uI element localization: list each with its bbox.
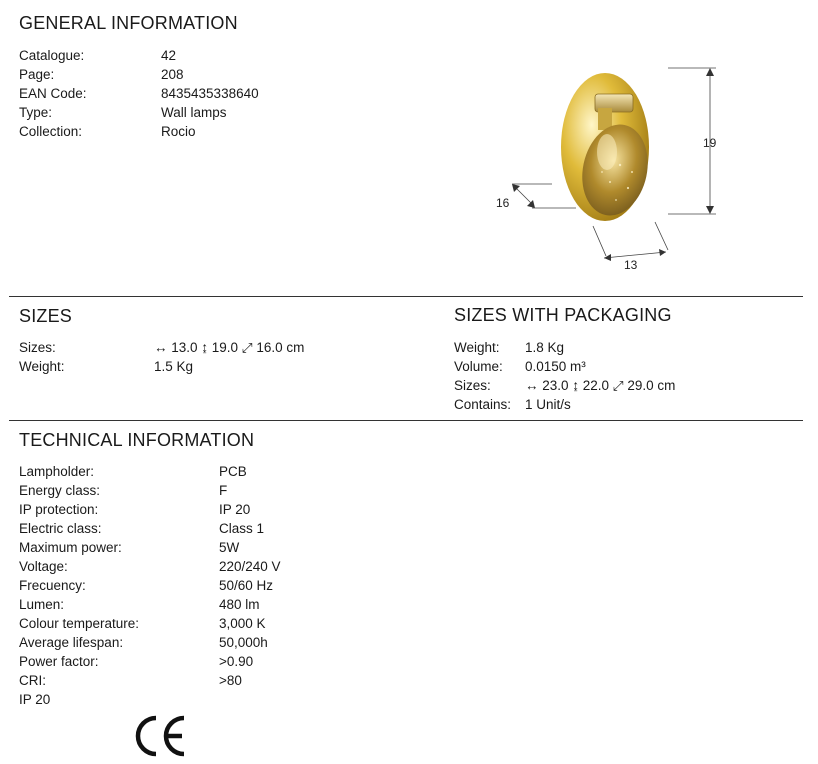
ce-mark-icon [132, 712, 190, 760]
technical-value: IP 20 [219, 502, 251, 517]
packaging-value: 1 Unit/s [525, 397, 571, 412]
technical-label: Average lifespan: [19, 635, 124, 650]
packaging-label: Volume: [454, 359, 503, 374]
technical-label: Lumen: [19, 597, 65, 612]
general-value: 8435435338640 [161, 86, 259, 101]
technical-label: Power factor: [19, 654, 99, 669]
general-label: Type: [19, 105, 53, 120]
technical-label: Lampholder: [19, 464, 95, 479]
technical-label: CRI: [19, 673, 46, 688]
general-label: EAN Code: [19, 86, 87, 101]
technical-value: F [219, 483, 228, 498]
general-value: 208 [161, 67, 184, 82]
technical-label: Colour temperature: [19, 616, 140, 631]
packaging-heading: SIZES WITH PACKAGING [454, 305, 672, 325]
technical-value: 480 lm [219, 597, 260, 612]
packaging-value: 0.0150 m³ [525, 359, 586, 374]
section-divider [9, 296, 803, 297]
technical-label: Maximum power: [19, 540, 122, 555]
general-value: Rocio [161, 124, 196, 139]
technical-value: Class 1 [219, 521, 265, 536]
general-value: Wall lamps [161, 105, 227, 120]
sizes-value: ↔ 13.0 ↨ 19.0 ⤢ 16.0 cm [154, 340, 305, 355]
sizes-label: Sizes: [19, 340, 56, 355]
technical-label: Frecuency: [19, 578, 86, 593]
technical-value: 50/60 Hz [219, 578, 274, 593]
packaging-value: 1.8 Kg [525, 340, 565, 355]
packaging-label: Contains: [454, 397, 512, 412]
height-dimension-label: 19 [703, 136, 717, 150]
general-information-heading: GENERAL INFORMATION [19, 13, 238, 33]
sizes-value: 1.5 Kg [154, 359, 194, 374]
technical-label: IP protection: [19, 502, 99, 517]
technical-value: PCB [219, 464, 247, 479]
general-label: Catalogue: [19, 48, 85, 63]
technical-value: 50,000h [219, 635, 268, 650]
technical-label: Electric class: [19, 521, 102, 536]
packaging-label: Sizes: [454, 378, 491, 393]
width-dimension-label: 13 [624, 258, 638, 272]
packaging-label: Weight: [454, 340, 500, 355]
section-divider [9, 420, 803, 421]
technical-value: >80 [219, 673, 242, 688]
technical-value: 220/240 V [219, 559, 281, 574]
technical-value: 5W [219, 540, 240, 555]
technical-label: Energy class: [19, 483, 101, 498]
sizes-label: Weight: [19, 359, 65, 374]
general-label: Collection: [19, 124, 83, 139]
general-label: Page: [19, 67, 55, 82]
product-dimension-diagram [490, 60, 730, 280]
technical-value: 3,000 K [219, 616, 266, 631]
technical-label: Voltage: [19, 559, 68, 574]
general-value: 42 [161, 48, 177, 63]
depth-dimension-label: 16 [496, 196, 510, 210]
technical-value: >0.90 [219, 654, 254, 669]
packaging-value: ↔ 23.0 ↨ 22.0 ⤢ 29.0 cm [525, 378, 676, 393]
technical-information-heading: TECHNICAL INFORMATION [19, 430, 255, 450]
sizes-heading: SIZES [19, 306, 73, 326]
technical-label: IP 20 [19, 692, 51, 707]
